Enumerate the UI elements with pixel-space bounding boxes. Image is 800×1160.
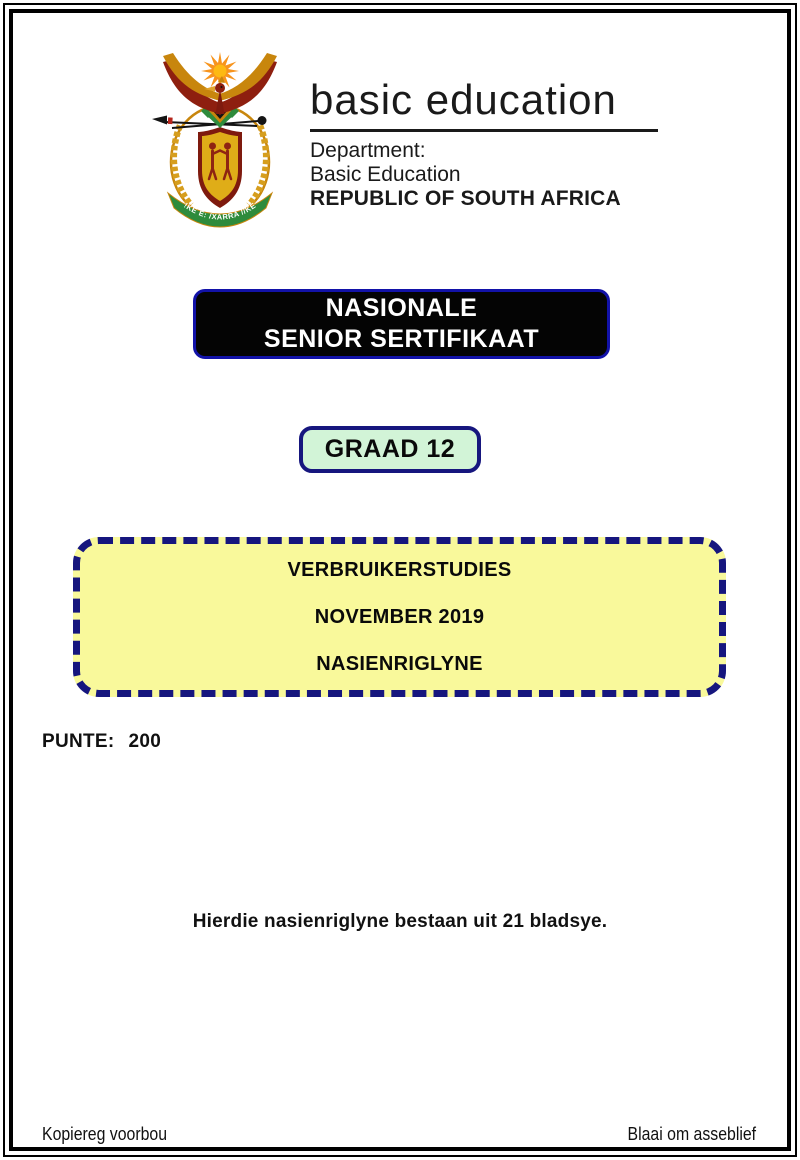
certificate-banner [193,289,610,359]
logo-motto-text: !KE E: /XARRA //KE [182,200,258,222]
page-count-note: Hierdie nasienriglyne bestaan uit 21 bladsye. [192,911,608,932]
subject-box [73,537,726,697]
certificate-banner-line1: NASIONALE [325,294,478,322]
turn-over-notice: Blaai om asseblief [627,1124,756,1144]
coat-of-arms-icon [145,48,295,228]
department-line-2: Basic Education [310,163,461,186]
document-type: NASIENRIGLYNE [316,652,483,675]
marks-value: 200 [128,731,162,752]
marks-line [42,731,161,753]
department-line-1: Department: [310,139,426,162]
certificate-banner-line2: SENIOR SERTIFIKAAT [263,325,540,353]
exam-session: NOVEMBER 2019 [314,605,485,628]
copyright-notice: Kopiereg voorbou [42,1124,168,1144]
marks-label: PUNTE: [42,731,115,752]
department-line-3: REPUBLIC OF SOUTH AFRICA [310,187,621,210]
brand-underline [310,129,658,132]
subject-title: VERBRUIKERSTUDIES [287,558,512,581]
brand-wordmark: basic education [310,76,617,123]
department-block [310,139,621,211]
grade-badge: GRAAD 12 [299,426,481,473]
